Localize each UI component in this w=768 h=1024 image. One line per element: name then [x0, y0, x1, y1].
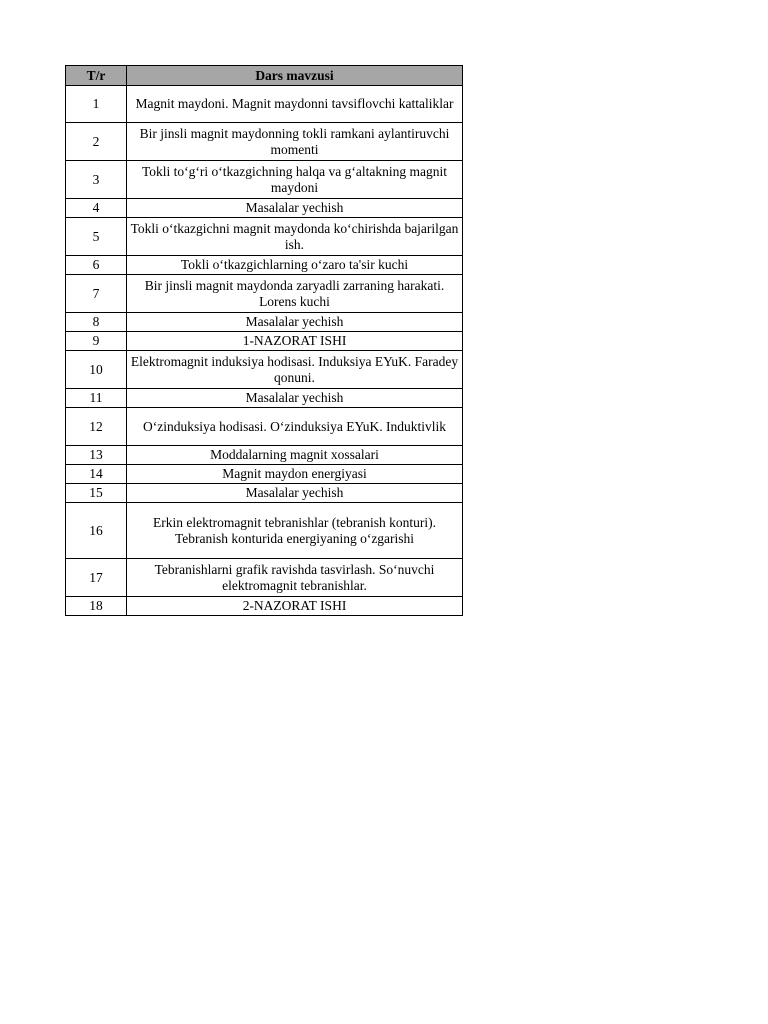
- table-row: [66, 86, 463, 123]
- row-number-cell[interactable]: 11: [66, 389, 127, 408]
- row-number-cell[interactable]: 7: [66, 275, 127, 313]
- row-number-cell[interactable]: 8: [66, 313, 127, 332]
- row-topic-cell[interactable]: Masalalar yechish: [127, 484, 463, 503]
- row-topic-cell[interactable]: Tokli o‘tkazgichni magnit maydonda ko‘chirishda bajarilgan ish.: [127, 218, 463, 256]
- table-row: [66, 503, 463, 559]
- row-number-cell[interactable]: 5: [66, 218, 127, 256]
- table-row: [66, 465, 463, 484]
- table-row: [66, 332, 463, 351]
- table-row: [66, 123, 463, 161]
- row-topic-cell[interactable]: O‘zinduksiya hodisasi. O‘zinduksiya EYuK. Induktivlik: [127, 408, 463, 446]
- row-topic-cell[interactable]: Tokli o‘tkazgichlarning o‘zaro ta'sir kuchi: [127, 256, 463, 275]
- row-number-cell[interactable]: 9: [66, 332, 127, 351]
- row-number-cell[interactable]: 16: [66, 503, 127, 559]
- row-number-cell[interactable]: 15: [66, 484, 127, 503]
- table-row: [66, 446, 463, 465]
- lessons-table: [65, 65, 463, 616]
- row-number-cell[interactable]: 17: [66, 559, 127, 597]
- row-number-cell[interactable]: 2: [66, 123, 127, 161]
- row-number-cell[interactable]: 3: [66, 161, 127, 199]
- row-topic-cell[interactable]: 2-NAZORAT ISHI: [127, 597, 463, 616]
- row-topic-cell[interactable]: Masalalar yechish: [127, 199, 463, 218]
- table-row: [66, 256, 463, 275]
- row-number-cell[interactable]: 12: [66, 408, 127, 446]
- row-topic-cell[interactable]: Masalalar yechish: [127, 389, 463, 408]
- table-row: [66, 161, 463, 199]
- row-topic-cell[interactable]: Bir jinsli magnit maydonda zaryadli zarraning harakati. Lorens kuchi: [127, 275, 463, 313]
- table-row: [66, 275, 463, 313]
- row-topic-cell[interactable]: Erkin elektromagnit tebranishlar (tebranish konturi). Tebranish konturida energiyaning o‘zgarishi: [127, 503, 463, 559]
- row-topic-cell[interactable]: Elektromagnit induksiya hodisasi. Induksiya EYuK. Faradey qonuni.: [127, 351, 463, 389]
- table-row: [66, 484, 463, 503]
- row-number-cell[interactable]: 14: [66, 465, 127, 484]
- row-topic-cell[interactable]: Magnit maydon energiyasi: [127, 465, 463, 484]
- row-topic-cell[interactable]: Moddalarning magnit xossalari: [127, 446, 463, 465]
- table-row: [66, 597, 463, 616]
- row-number-cell[interactable]: 4: [66, 199, 127, 218]
- table-row: [66, 313, 463, 332]
- table-row: [66, 559, 463, 597]
- row-topic-cell[interactable]: Tebranishlarni grafik ravishda tasvirlash. So‘nuvchi elektromagnit tebranishlar.: [127, 559, 463, 597]
- row-number-cell[interactable]: 1: [66, 86, 127, 123]
- row-number-cell[interactable]: 13: [66, 446, 127, 465]
- header-topic[interactable]: Dars mavzusi: [127, 66, 463, 86]
- table-row: [66, 199, 463, 218]
- row-topic-cell[interactable]: Bir jinsli magnit maydonning tokli ramkani aylantiruvchi momenti: [127, 123, 463, 161]
- row-number-cell[interactable]: 6: [66, 256, 127, 275]
- row-number-cell[interactable]: 10: [66, 351, 127, 389]
- table-row: [66, 389, 463, 408]
- row-topic-cell[interactable]: Magnit maydoni. Magnit maydonni tavsiflovchi kattaliklar: [127, 86, 463, 123]
- row-topic-cell[interactable]: Tokli to‘g‘ri o‘tkazgichning halqa va g‘altakning magnit maydoni: [127, 161, 463, 199]
- row-number-cell[interactable]: 18: [66, 597, 127, 616]
- header-number[interactable]: T/r: [66, 66, 127, 86]
- table-row: [66, 218, 463, 256]
- row-topic-cell[interactable]: Masalalar yechish: [127, 313, 463, 332]
- row-topic-cell[interactable]: 1-NAZORAT ISHI: [127, 332, 463, 351]
- table-row: [66, 408, 463, 446]
- spreadsheet-area: [65, 65, 462, 616]
- header-row: [66, 66, 463, 86]
- table-row: [66, 351, 463, 389]
